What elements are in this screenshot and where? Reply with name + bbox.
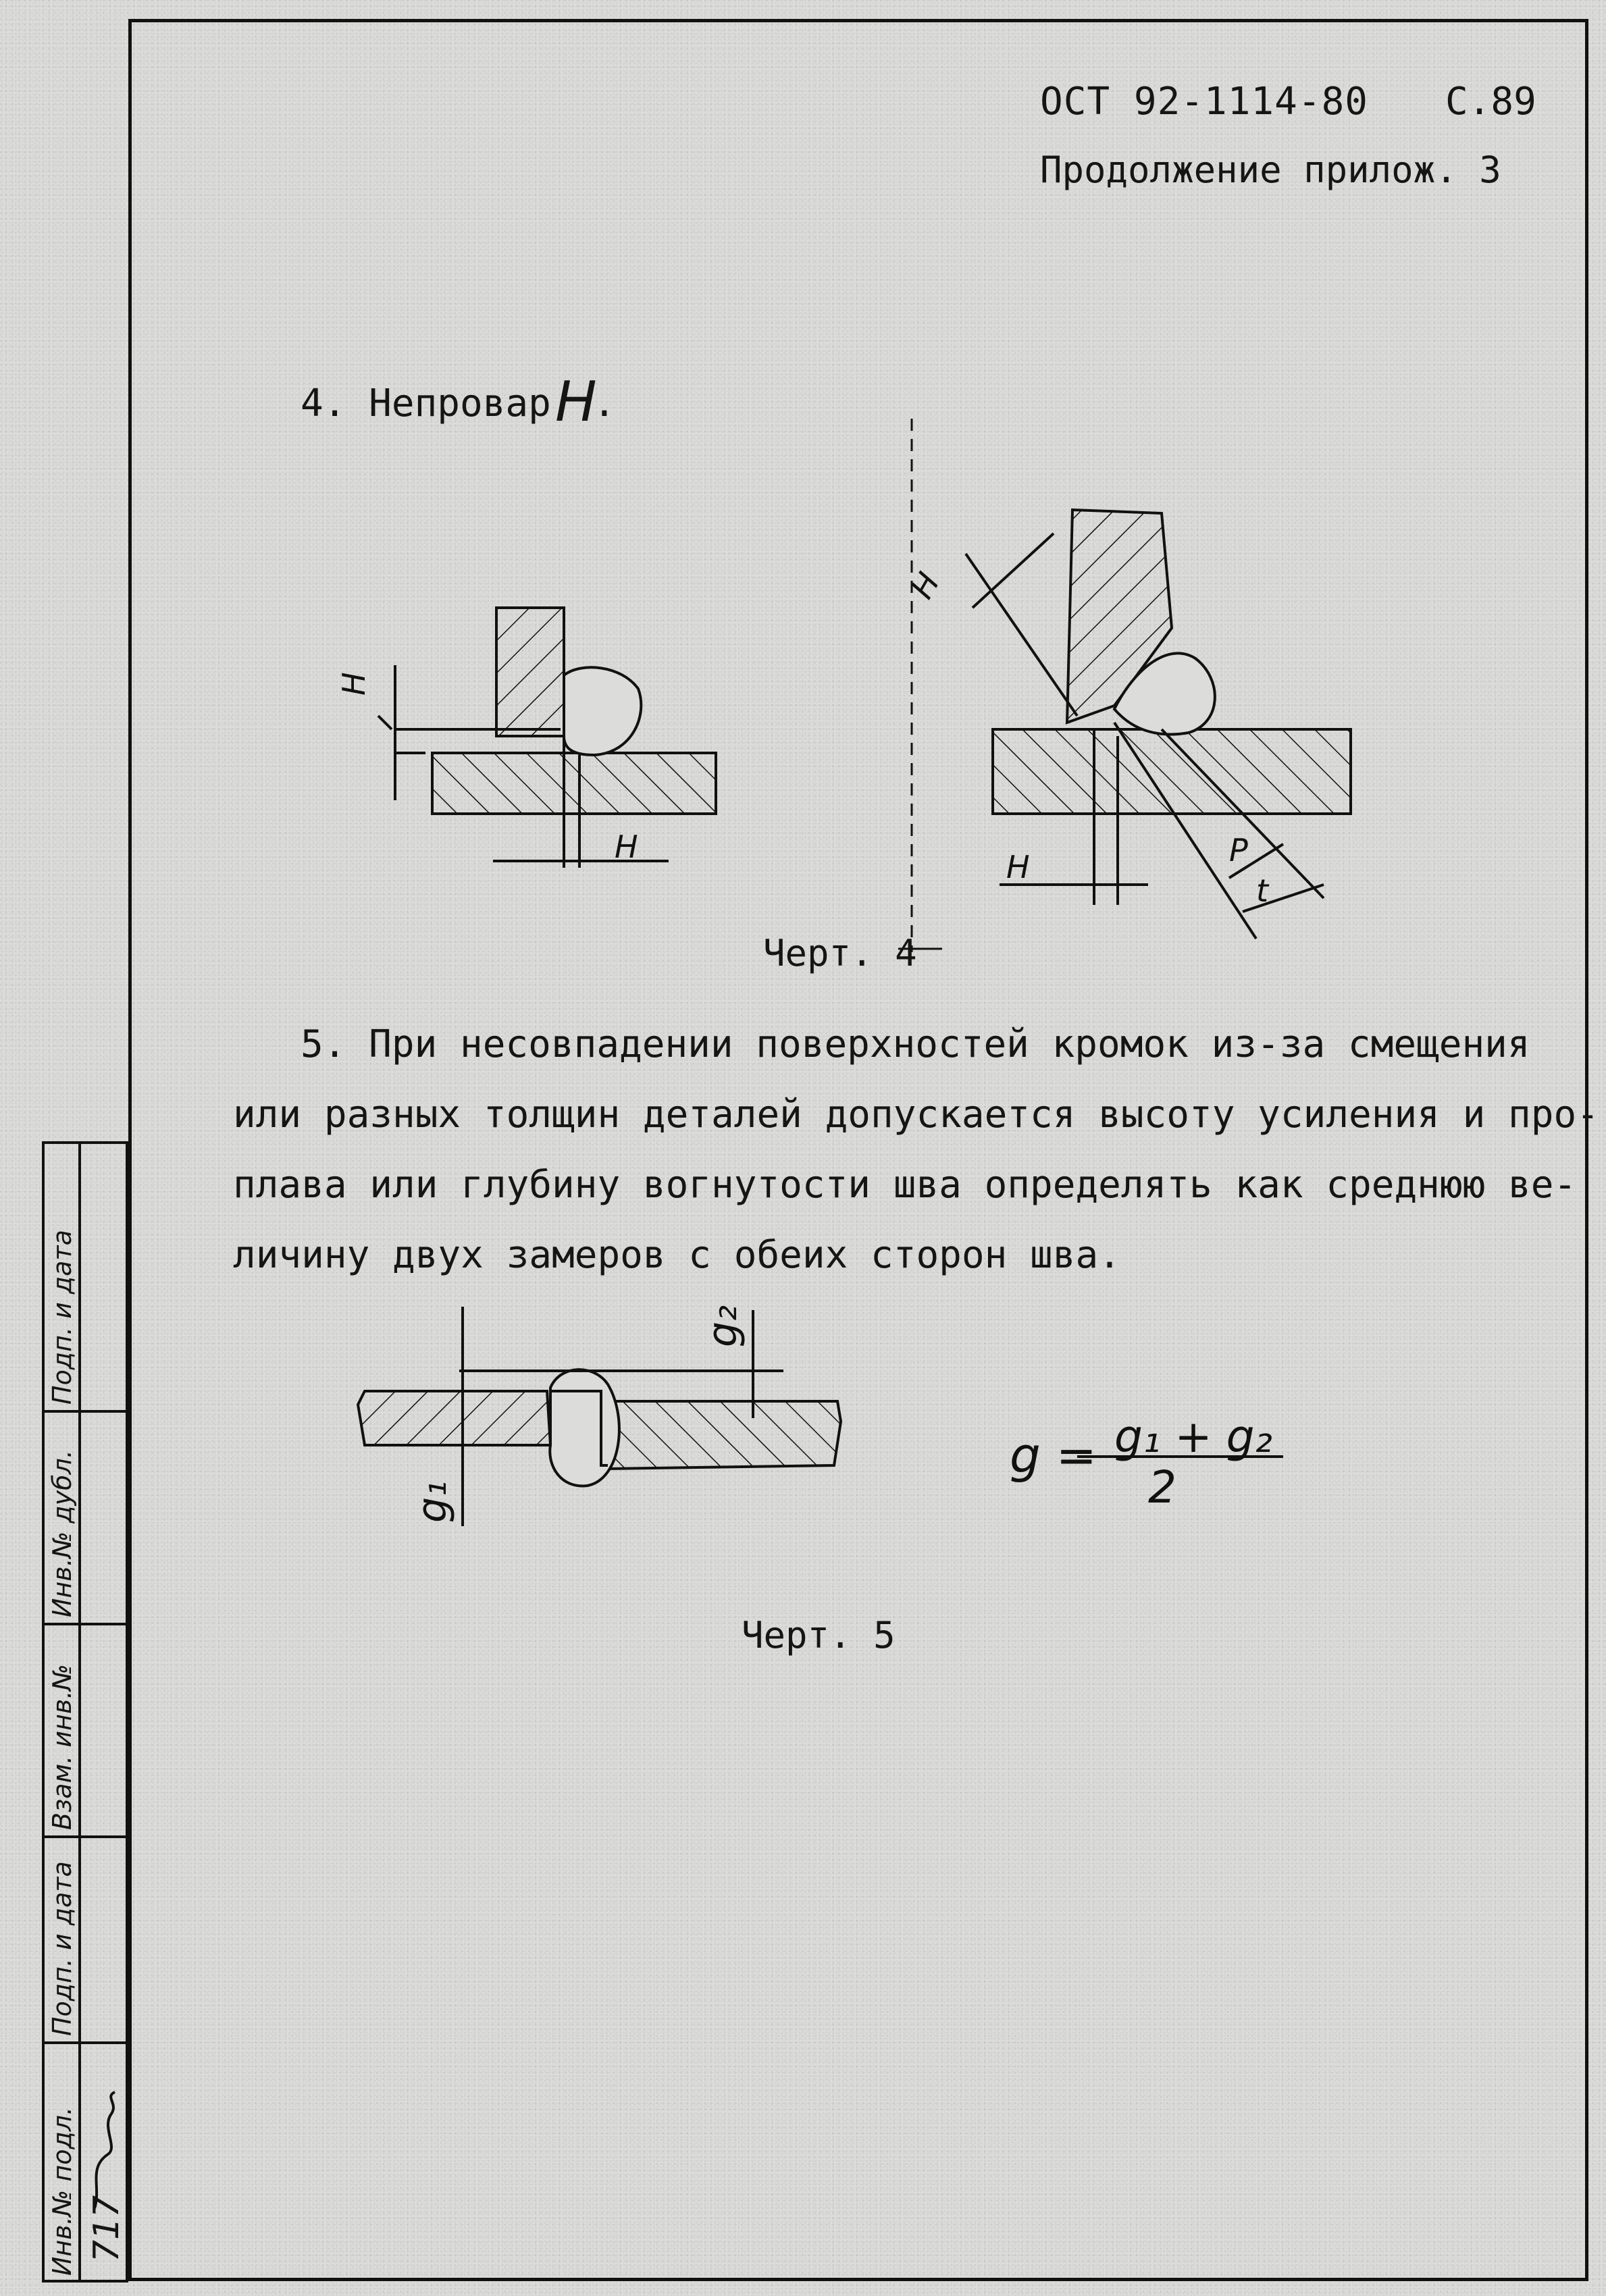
stamp-label-sign-date-2: Подп. и дата (47, 1861, 77, 2036)
stamp-label-dup-inv: Инв.№ дубл. (47, 1450, 77, 1617)
document-code: ОСТ 92-1114-80 (1040, 80, 1369, 124)
page-number: С.89 (1445, 80, 1536, 124)
stamp-label-orig-inv: Инв.№ подл. (47, 2106, 77, 2276)
fig4-label-h-left: H (336, 672, 372, 696)
stamp-label-replace-inv: Взам. инв.№ (47, 1664, 77, 1830)
paragraph-line: личину двух замеров с обеих сторон шва. (233, 1233, 1121, 1277)
paragraph-line: 5. При несовпадении поверхностей кромок из-за смещения (301, 1022, 1530, 1066)
figure-4-caption: Черт. 4 (763, 932, 917, 974)
fig5-right-plate (608, 1401, 841, 1469)
archive-stamp (42, 1141, 128, 2282)
fig4-label-t: t (1256, 872, 1269, 909)
formula-numerator: g₁ + g₂ (1114, 1411, 1272, 1463)
fig5-label-g1: g₁ (409, 1480, 456, 1523)
fig4-label-h-right-top: H (903, 566, 947, 605)
section-4-title: 4. Непровар (301, 382, 551, 425)
fig4-label-h-bottom: H (615, 829, 638, 865)
fig4-label-h-right-bottom: H (1006, 849, 1030, 885)
fig5-weld-bead (550, 1369, 619, 1486)
figure-5-caption: Черт. 5 (742, 1614, 896, 1656)
formula-lhs: g = (1010, 1427, 1097, 1484)
fig4-label-p: P (1229, 832, 1248, 868)
paragraph-line: плава или глубину вогнутости шва определять как среднюю ве- (233, 1163, 1577, 1207)
section-4-dot: . (593, 382, 616, 425)
stamp-inv-number: 717 (86, 2195, 127, 2262)
appendix-continuation: Продолжение прилож. 3 (1040, 149, 1501, 191)
formula-denominator: 2 (1148, 1461, 1176, 1513)
stamp-label-sign-date: Подп. и дата (47, 1230, 77, 1405)
fig5-left-plate (358, 1391, 550, 1445)
signature-mark (81, 2087, 128, 2222)
section-4-symbol: H (555, 370, 597, 434)
fig5-label-g2: g₂ (699, 1305, 746, 1347)
paragraph-line: или разных толщин деталей допускается высоту усиления и про- (233, 1093, 1599, 1137)
